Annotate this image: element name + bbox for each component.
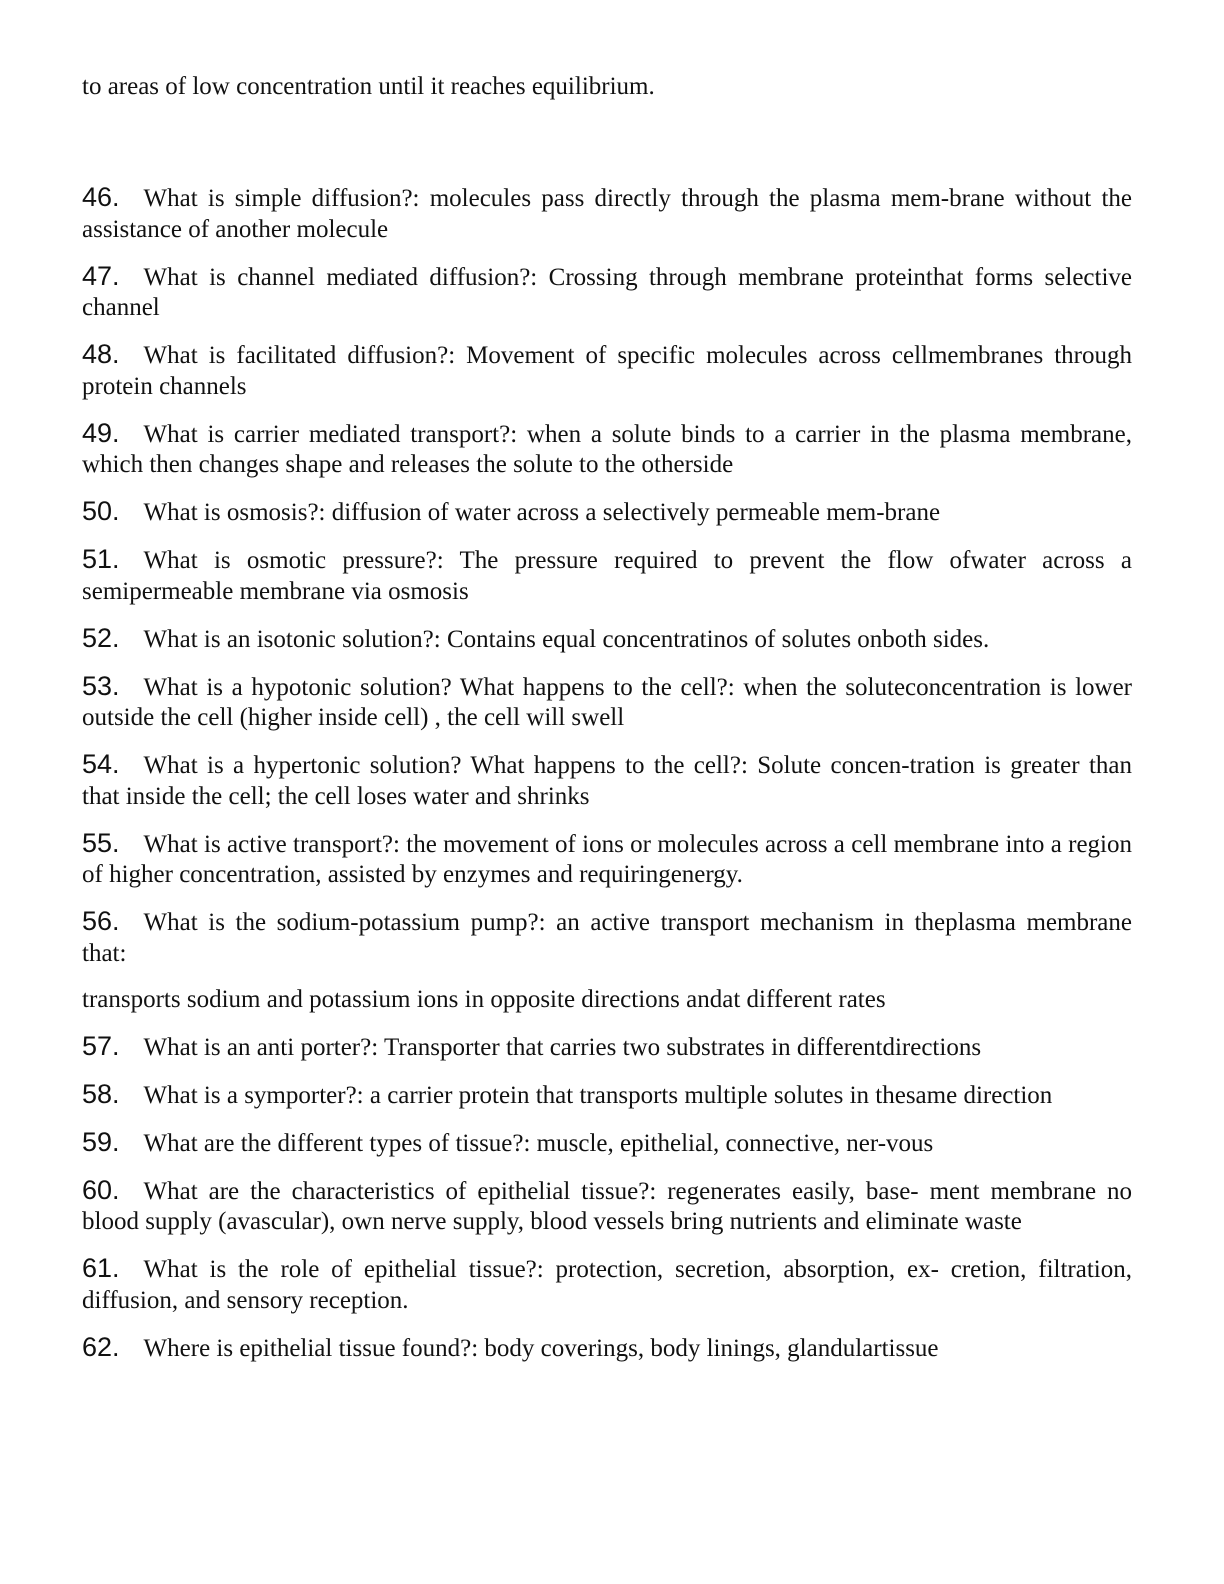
question-number: 46.	[82, 182, 120, 212]
continuation-text: to areas of low concentration until it reaches equilibrium.	[82, 73, 655, 100]
question-number: 53.	[82, 670, 120, 701]
question-number: 48.	[82, 339, 120, 369]
question-text: What is a hypertonic solution? What happens to the cell?: Solute concen-tration is greater than that inside the cell; the cell loses water and shrinks	[82, 752, 1132, 810]
question-item	[82, 339, 1132, 402]
question-number: 56.	[82, 906, 120, 936]
question-item	[82, 496, 1132, 529]
question-number: 59.	[82, 1126, 120, 1157]
question-text: Where is epithelial tissue found?: body coverings, body linings, glandulartissue	[143, 1334, 939, 1362]
question-item	[82, 1031, 1132, 1064]
question-number: 52.	[82, 622, 120, 653]
question-text: What is a symporter?: a carrier protein that transports multiple solutes in thesame direction	[143, 1081, 1053, 1109]
question-item	[82, 749, 1132, 812]
question-list	[82, 182, 1132, 1380]
question-text: What is carrier mediated transport?: when a solute binds to a carrier in the plasma membrane, which then changes shape and releases the solute to the otherside	[82, 420, 1132, 478]
question-item	[82, 1175, 1132, 1238]
question-number: 60.	[82, 1174, 120, 1205]
question-number: 58.	[82, 1078, 120, 1109]
question-item	[82, 828, 1132, 891]
question-text: What is active transport?: the movement of ions or molecules across a cell membrane into a region of higher concentration, assisted by enzymes and requiringenergy.	[82, 830, 1132, 888]
question-text: What is channel mediated diffusion?: Crossing through membrane proteinthat forms selective channel	[82, 263, 1132, 321]
question-text: What is an isotonic solution?: Contains equal concentratinos of solutes onboth sides.	[143, 625, 990, 653]
answer-continuation	[82, 985, 1132, 1016]
question-item	[82, 1332, 1132, 1365]
question-text: What are the different types of tissue?: muscle, epithelial, connective, ner-vous	[143, 1129, 934, 1157]
question-item	[82, 1253, 1132, 1316]
question-text: What is an anti porter?: Transporter that carries two substrates in differentdirections	[143, 1033, 982, 1061]
question-number: 61.	[82, 1253, 120, 1283]
question-text: What is the role of epithelial tissue?: protection, secretion, absorption, ex- cretion, filtration, diffusion, and sensory reception.	[82, 1256, 1132, 1314]
question-text: What is osmotic pressure?: The pressure required to prevent the flow ofwater across a semipermeable membrane via osmosis	[82, 547, 1132, 605]
question-number: 50.	[82, 496, 120, 526]
question-number: 57.	[82, 1030, 120, 1061]
question-text: What are the characteristics of epithelial tissue?: regenerates easily, base- ment membrane no blood supply (avascular), own nerve supply, blood vessels bring nutrients and eliminate waste	[82, 1177, 1132, 1235]
question-number: 51.	[82, 544, 120, 574]
question-text: What is simple diffusion?: molecules pass directly through the plasma mem-brane without the assistance of another molecule	[82, 185, 1132, 243]
question-item	[82, 1079, 1132, 1112]
question-text: What is osmosis?: diffusion of water across a selectively permeable mem-brane	[143, 499, 941, 526]
question-number: 47.	[82, 260, 120, 291]
question-item	[82, 1127, 1132, 1160]
question-item	[82, 906, 1132, 969]
question-text: What is facilitated diffusion?: Movement of specific molecules across cellmembranes through protein channels	[82, 342, 1132, 400]
question-item	[82, 671, 1132, 734]
question-item	[82, 623, 1132, 656]
continuation-text: transports sodium and potassium ions in opposite directions andat different rates	[82, 985, 886, 1013]
question-item	[82, 418, 1132, 481]
question-item	[82, 544, 1132, 607]
question-item	[82, 182, 1132, 245]
question-text: What is a hypotonic solution? What happens to the cell?: when the soluteconcentration is lower outside the cell (higher inside cell) , the cell will swell	[82, 673, 1132, 731]
question-number: 49.	[82, 417, 120, 448]
question-item	[82, 261, 1132, 324]
question-number: 54.	[82, 749, 120, 779]
question-text: What is the sodium-potassium pump?: an active transport mechanism in theplasma membrane that:	[82, 909, 1132, 967]
question-number: 55.	[82, 827, 120, 858]
question-number: 62.	[82, 1331, 120, 1362]
